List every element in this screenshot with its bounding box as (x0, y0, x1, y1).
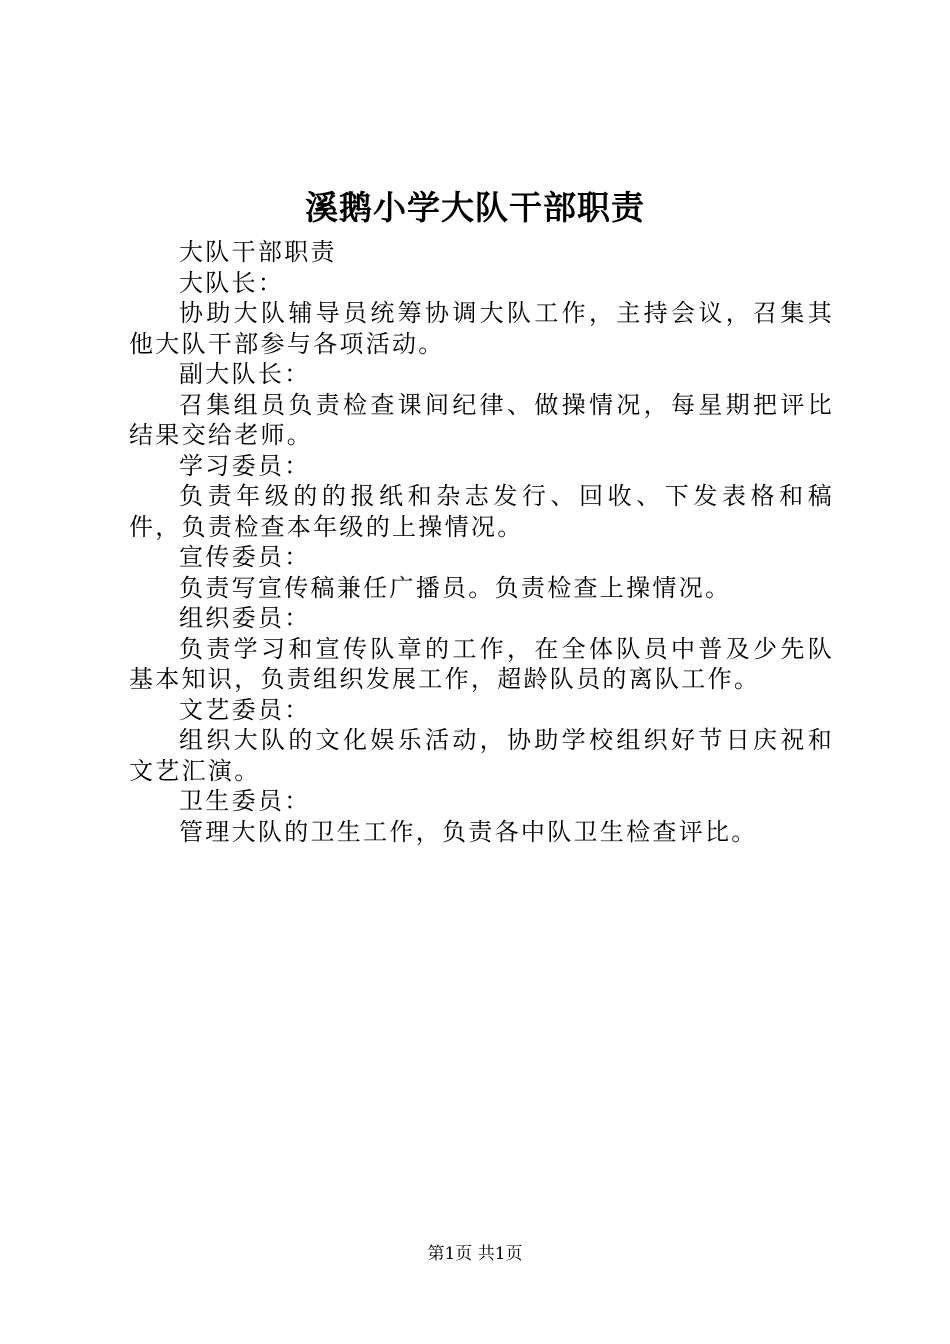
section-heading: 文艺委员： (179, 695, 311, 724)
paragraph: 组织大队的文化娱乐活动，协助学校组织好节日庆祝和文艺汇演。 (129, 726, 834, 785)
paragraph: 协助大队辅导员统筹协调大队工作，主持会议，召集其他大队干部参与各项活动。 (129, 299, 834, 358)
section-heading: 副大队长： (179, 360, 311, 388)
page-footer: 第1页 共1页 (427, 1244, 523, 1264)
section-heading: 卫生委员： (179, 787, 311, 815)
paragraph: 管理大队的卫生工作，负责各中队卫生检查评比。 (179, 817, 758, 846)
section-heading: 学习委员： (179, 451, 311, 480)
section-heading: 大队干部职责 (179, 238, 337, 266)
paragraph: 负责写宣传稿兼任广播员。负责检查上操情况。 (179, 573, 732, 602)
paragraph: 负责学习和宣传队章的工作，在全体队员中普及少先队基本知识，负责组织发展工作，超龄队员的离队工作。 (129, 634, 834, 693)
paragraph: 负责年级的的报纸和杂志发行、回收、下发表格和稿件，负责检查本年级的上操情况。 (129, 482, 834, 541)
document-title: 溪鹅小学大队干部职责 (305, 188, 645, 227)
section-heading: 宣传委员： (179, 543, 311, 571)
paragraph: 召集组员负责检查课间纪律、做操情况，每星期把评比结果交给老师。 (129, 390, 834, 449)
section-heading: 大队长： (179, 268, 285, 297)
document-body (129, 237, 834, 847)
section-heading: 组织委员： (179, 604, 311, 632)
